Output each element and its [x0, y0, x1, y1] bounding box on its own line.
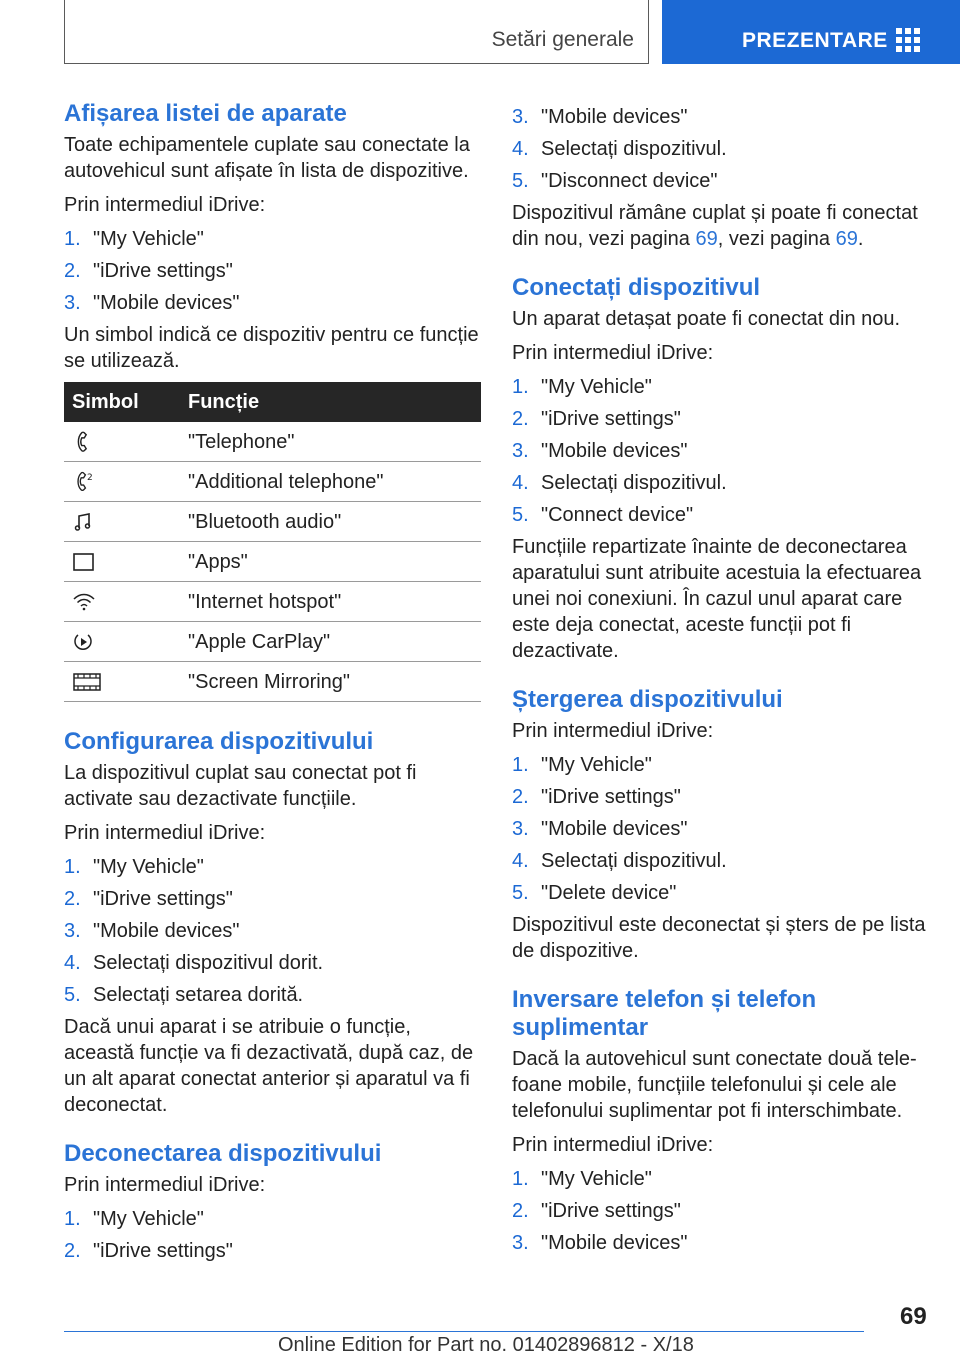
section-title: Deconectarea dispozitivului — [64, 1140, 382, 1167]
list-item: 1. "My Vehicle" — [512, 754, 652, 776]
table-cell: "Apps" — [180, 542, 481, 582]
page-number: 69 — [900, 1303, 927, 1330]
steps-list — [512, 104, 932, 194]
table-row — [64, 542, 481, 582]
section-title: Configurarea dispozitivului — [64, 728, 374, 755]
table-cell: "Bluetooth audio" — [180, 502, 481, 542]
paragraph: Dacă unui aparat i se atribuie o funcție, această funcție va fi dezactivată, după caz, de un alt aparat conectat anterior și aparatul va fi deconectat. — [64, 1016, 474, 1116]
list-item: 4. Selectați dispozitivul. — [512, 472, 727, 494]
paragraph: Prin intermediul iDrive: — [64, 194, 266, 216]
footer-divider — [64, 1331, 864, 1332]
phone-icon — [72, 431, 94, 453]
paragraph: Toate echipamentele cuplate sau conectate la autovehicul sunt afișate în lista de dispozitive. — [64, 134, 470, 182]
steps-list — [64, 1206, 484, 1264]
list-item: 1. "My Vehicle" — [64, 856, 204, 878]
music-note-icon — [72, 511, 94, 533]
paragraph: Funcțiile repartizate înainte de deconectarea aparatului sunt atribuite acestuia la efectuarea unei noi conexiuni. În cazul unul aparat care este deja conectat, aceste funcții pot fi dezactivate. — [512, 536, 922, 662]
section-title: Ștergerea dispozitivului — [512, 686, 783, 713]
footer-edition: Online Edition for Part no. 01402896812 - X/18 — [278, 1334, 694, 1356]
section-disconnect-device-continued — [512, 104, 932, 252]
grid-menu-icon[interactable] — [896, 28, 920, 52]
list-item: 2. "iDrive settings" — [512, 1200, 681, 1222]
table-header-row — [64, 382, 481, 422]
list-item: 1. "My Vehicle" — [512, 376, 652, 398]
phone-2-icon — [72, 471, 96, 493]
apps-square-icon — [72, 552, 96, 572]
paragraph: Un aparat detașat poate fi conectat din nou. — [512, 308, 901, 330]
symbol-table — [64, 382, 481, 702]
list-item: 3. "Mobile devices" — [512, 1232, 688, 1254]
screen-mirroring-icon — [72, 671, 102, 693]
list-item: 1. "My Vehicle" — [64, 228, 204, 250]
list-item: 5. "Disconnect device" — [512, 170, 718, 192]
header-chapter-tab[interactable] — [662, 0, 960, 64]
page-link[interactable]: 69 — [835, 228, 858, 250]
paragraph: Dispozitivul rămâne cuplat și poate fi conectat din nou, vezi pagina 69, vezi pagina 69. — [512, 202, 918, 250]
steps-list — [512, 374, 932, 528]
paragraph: Prin intermediul iDrive: — [512, 342, 714, 364]
table-cell: "Apple CarPlay" — [180, 622, 481, 662]
section-title: Afișarea listei de aparate — [64, 100, 347, 127]
paragraph: Dispozitivul este deconectat și șters de pe lista de dispozitive. — [512, 914, 926, 962]
steps-list — [64, 226, 484, 316]
list-item: 3. "Mobile devices" — [512, 106, 688, 128]
steps-list — [512, 1166, 932, 1256]
list-item: 3. "Mobile devices" — [512, 818, 688, 840]
table-cell: "Telephone" — [180, 422, 481, 462]
header-section-box — [64, 0, 649, 64]
left-column — [64, 100, 484, 1270]
table-cell: "Internet hotspot" — [180, 582, 481, 622]
list-item: 3. "Mobile devices" — [64, 292, 240, 314]
paragraph: Un simbol indică ce dispozitiv pentru ce funcție se utilizează. — [64, 324, 479, 372]
table-row — [64, 662, 481, 702]
paragraph: La dispozitivul cuplat sau conectat pot fi activate sau dezactivate funcțiile. — [64, 762, 417, 810]
list-item: 2. "iDrive settings" — [512, 408, 681, 430]
section-title: Conectați dispozitivul — [512, 274, 761, 301]
table-header-function: Funcție — [180, 382, 481, 422]
paragraph: Prin intermediul iDrive: — [512, 720, 714, 742]
section-configure-device — [64, 728, 484, 1118]
list-item: 2. "iDrive settings" — [512, 786, 681, 808]
paragraph: Prin intermediul iDrive: — [512, 1134, 714, 1156]
header-chapter-title: PREZENTARE — [742, 29, 888, 52]
section-disconnect-device — [64, 1140, 484, 1264]
wifi-icon — [72, 592, 96, 612]
table-row — [64, 622, 481, 662]
list-item: 2. "iDrive settings" — [64, 260, 233, 282]
list-item: 5. "Connect device" — [512, 504, 694, 526]
table-header-symbol: Simbol — [64, 382, 180, 422]
section-delete-device — [512, 686, 932, 964]
list-item: 1. "My Vehicle" — [64, 1208, 204, 1230]
list-item: 2. "iDrive settings" — [64, 1240, 233, 1262]
list-item: 3. "Mobile devices" — [512, 440, 688, 462]
list-item: 4. Selectați dispozitivul. — [512, 850, 727, 872]
section-swap-phones — [512, 986, 932, 1256]
steps-list — [512, 752, 932, 906]
svg-text:2: 2 — [87, 472, 93, 483]
paragraph: Prin intermediul iDrive: — [64, 1174, 266, 1196]
section-device-list — [64, 100, 484, 702]
page-link[interactable]: 69 — [695, 228, 718, 250]
table-row — [64, 462, 481, 502]
paragraph: Prin intermediul iDrive: — [64, 822, 266, 844]
list-item: 5. Selectați setarea dorită. — [64, 984, 304, 1006]
table-row — [64, 422, 481, 462]
list-item: 2. "iDrive settings" — [64, 888, 233, 910]
list-item: 1. "My Vehicle" — [512, 1168, 652, 1190]
right-column — [512, 104, 932, 1262]
play-circle-icon — [72, 631, 94, 653]
header-section-title: Setări generale — [491, 28, 634, 51]
table-row — [64, 502, 481, 542]
paragraph: Dacă la autovehicul sunt conectate două telefoane mobile, funcțiile telefonului și cele ale telefonului suplimentar pot fi interschimbate. — [512, 1048, 917, 1122]
list-item: 5. "Delete device" — [512, 882, 677, 904]
table-row — [64, 582, 481, 622]
steps-list — [64, 854, 484, 1008]
table-cell: "Additional telephone" — [180, 462, 481, 502]
section-connect-device — [512, 274, 932, 664]
list-item: 4. Selectați dispozitivul. — [512, 138, 727, 160]
list-item: 3. "Mobile devices" — [64, 920, 240, 942]
list-item: 4. Selectați dispozitivul dorit. — [64, 952, 324, 974]
section-title: Inversare telefon și telefon suplimentar — [512, 986, 817, 1041]
table-cell: "Screen Mirroring" — [180, 662, 481, 702]
